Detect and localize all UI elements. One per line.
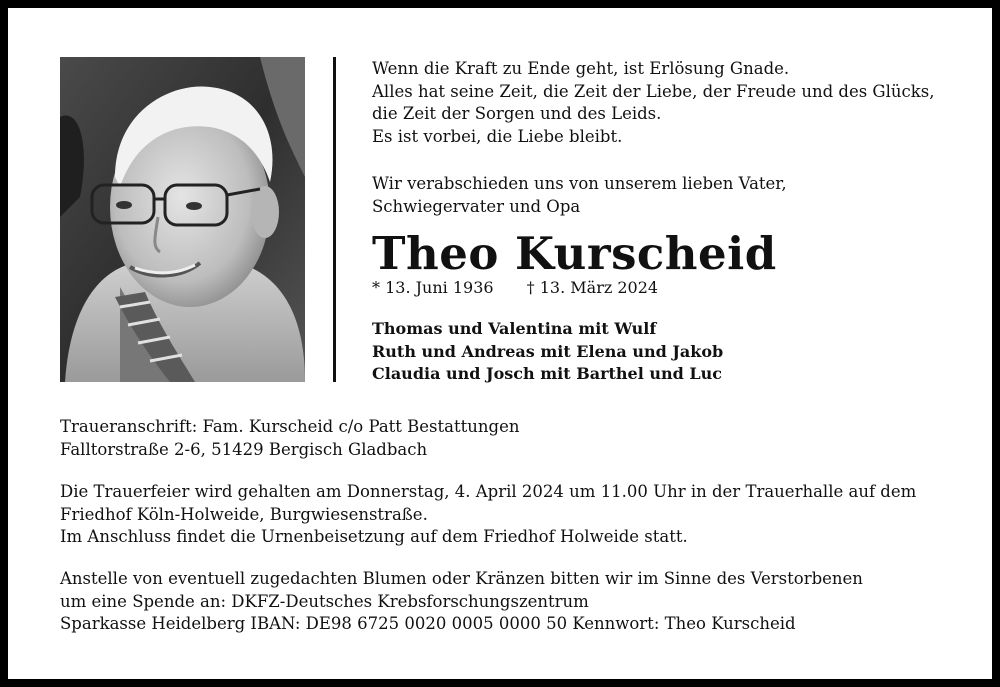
death-date: † 13. März 2024 [526, 278, 659, 297]
portrait-photo [60, 57, 305, 382]
mourner-line: Thomas und Valentina mit Wulf [372, 319, 657, 338]
mourner-line: Ruth und Andreas mit Elena und Jakob [372, 341, 724, 361]
donation-line: Sparkasse Heidelberg IBAN: DE98 6725 0020 0005 0000 50 Kennwort: Theo Kurscheid [60, 614, 796, 633]
mourning-address [60, 416, 519, 461]
farewell-intro [372, 173, 787, 218]
divider-line [333, 57, 336, 382]
life-dates [372, 277, 658, 299]
ceremony-line: Friedhof Köln-Holweide, Burgwiesenstraße. [60, 504, 428, 524]
address-line: Traueranschrift: Fam. Kurscheid c/o Patt Bestattungen [60, 417, 520, 436]
obituary-card [8, 8, 992, 679]
ceremony-line: Im Anschluss findet die Urnenbeisetzung auf dem Friedhof Holweide statt. [60, 527, 688, 546]
poem-line: die Zeit der Sorgen und des Leids. [372, 104, 662, 123]
mourners-list [372, 318, 723, 386]
donation-line: Anstelle von eventuell zugedachten Blumen oder Kränzen bitten wir im Sinne des Verstorbenen [60, 569, 863, 588]
ceremony-line: Die Trauerfeier wird gehalten am Donnerstag, 4. April 2024 um 11.00 Uhr in der Trauerhalle auf dem [60, 482, 917, 501]
ceremony-details [60, 481, 916, 549]
deceased-name: Theo Kurscheid [372, 227, 777, 280]
intro-line: Schwiegervater und Opa [372, 196, 581, 216]
donation-request [60, 568, 863, 636]
donation-line: um eine Spende an: DKFZ-Deutsches Krebsforschungszentrum [60, 591, 589, 611]
birth-date: * 13. Juni 1936 [372, 278, 494, 297]
poem [372, 58, 934, 148]
poem-line: Es ist vorbei, die Liebe bleibt. [372, 126, 623, 146]
poem-line: Alles hat seine Zeit, die Zeit der Liebe, der Freude und des Glücks, [372, 81, 935, 101]
mourner-line: Claudia und Josch mit Barthel und Luc [372, 364, 723, 383]
intro-line: Wir verabschieden uns von unserem lieben Vater, [372, 174, 787, 193]
poem-line: Wenn die Kraft zu Ende geht, ist Erlösung Gnade. [372, 59, 790, 78]
address-line: Falltorstraße 2-6, 51429 Bergisch Gladbach [60, 439, 428, 459]
portrait-photo-icon [60, 57, 305, 382]
